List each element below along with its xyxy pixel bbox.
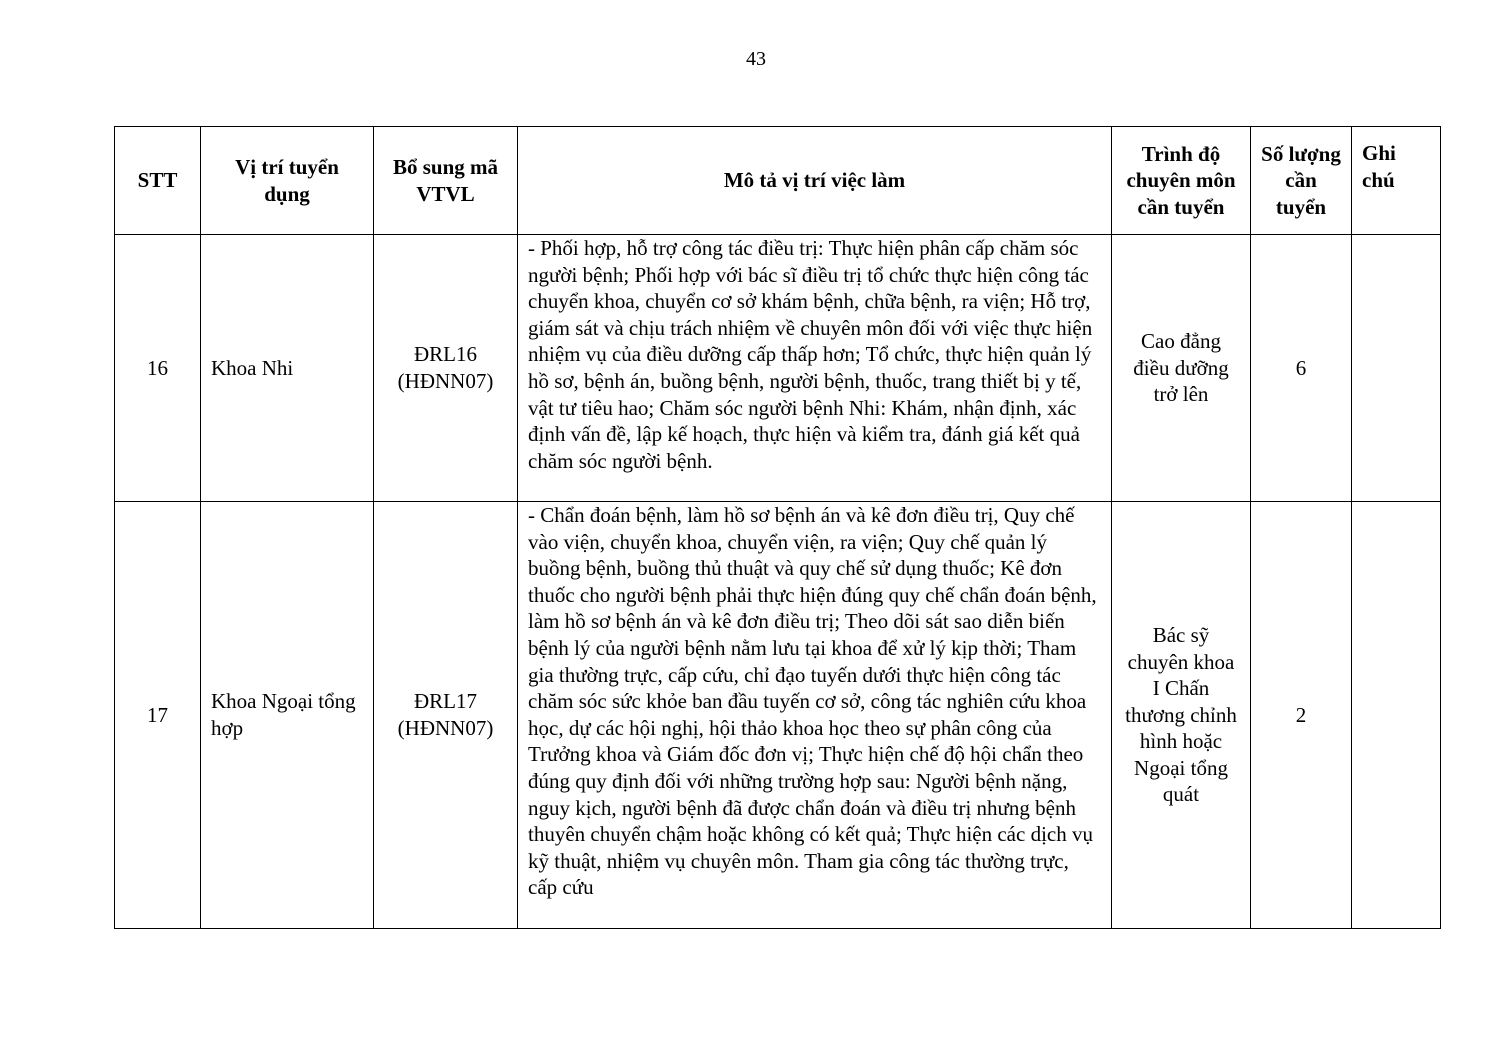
cell-stt: 16 <box>115 235 201 502</box>
cell-description: - Chẩn đoán bệnh, làm hồ sơ bệnh án và kê đơn điều trị, Quy chế vào viện, chuyển khoa, chuyển viện, ra viện; Quy chế quản lý buồng bệnh, buồng thủ thuật và quy chế sử dụng thuốc; Kê đơn thuốc cho người bệnh phải thực hiện đúng quy chế chẩn đoán bệnh, làm hồ sơ bệnh án và kê đơn điều trị; Theo dõi sát sao diễn biến bệnh lý của người bệnh nằm lưu tại khoa để xử lý kịp thời; Tham gia thường trực, cấp cứu, chỉ đạo tuyến dưới thực hiện công tác chăm sóc sức khỏe ban đầu tuyến cơ sở, công tác nghiên cứu khoa học, dự các hội nghị, hội thảo khoa học theo sự phân công của Trưởng khoa và Giám đốc đơn vị; Thực hiện chế độ hội chẩn theo đúng quy định đối với những trường hợp sau: Người bệnh nặng, nguy kịch, người bệnh đã được chẩn đoán và điều trị nhưng bệnh thuyên chuyển chậm hoặc không có kết quả; Thực hiện các dịch vụ kỹ thuật, nhiệm vụ chuyên môn. Tham gia công tác thường trực, cấp cứu <box>518 502 1112 929</box>
header-description: Mô tả vị trí việc làm <box>518 127 1112 235</box>
cell-position: Khoa Nhi <box>201 235 374 502</box>
recruitment-table <box>114 126 1441 929</box>
header-position: Vị trí tuyển dụng <box>201 127 374 235</box>
cell-quantity: 2 <box>1251 502 1352 929</box>
header-stt: STT <box>115 127 201 235</box>
page-number: 43 <box>746 48 766 70</box>
cell-position: Khoa Ngoại tổng hợp <box>201 502 374 929</box>
cell-note <box>1352 235 1441 502</box>
header-note: Ghi chú <box>1352 127 1441 235</box>
cell-code: ĐRL16 (HĐNN07) <box>374 235 518 502</box>
cell-note <box>1352 502 1441 929</box>
cell-quantity: 6 <box>1251 235 1352 502</box>
header-quantity: Số lượng cần tuyển <box>1251 127 1352 235</box>
header-qualification: Trình độ chuyên môn cần tuyển <box>1112 127 1251 235</box>
cell-qualification: Bác sỹ chuyên khoa I Chấn thương chỉnh hình hoặc Ngoại tổng quát <box>1112 502 1251 929</box>
cell-qualification: Cao đẳng điều dưỡng trở lên <box>1112 235 1251 502</box>
cell-stt: 17 <box>115 502 201 929</box>
table-row <box>115 235 1441 502</box>
cell-code: ĐRL17 (HĐNN07) <box>374 502 518 929</box>
cell-description: - Phối hợp, hỗ trợ công tác điều trị: Thực hiện phân cấp chăm sóc người bệnh; Phối hợp với bác sĩ điều trị tổ chức thực hiện công tác chuyển khoa, chuyển cơ sở khám bệnh, chữa bệnh, ra viện; Hỗ trợ, giám sát và chịu trách nhiệm về chuyên môn đối với việc thực hiện nhiệm vụ của điều dưỡng cấp thấp hơn; Tổ chức, thực hiện quản lý hồ sơ, bệnh án, buồng bệnh, người bệnh, thuốc, trang thiết bị y tế, vật tư tiêu hao; Chăm sóc người bệnh Nhi: Khám, nhận định, xác định vấn đề, lập kế hoạch, thực hiện và kiểm tra, đánh giá kết quả chăm sóc người bệnh. <box>518 235 1112 502</box>
table-header-row <box>115 127 1441 235</box>
table-row <box>115 502 1441 929</box>
header-code: Bổ sung mã VTVL <box>374 127 518 235</box>
